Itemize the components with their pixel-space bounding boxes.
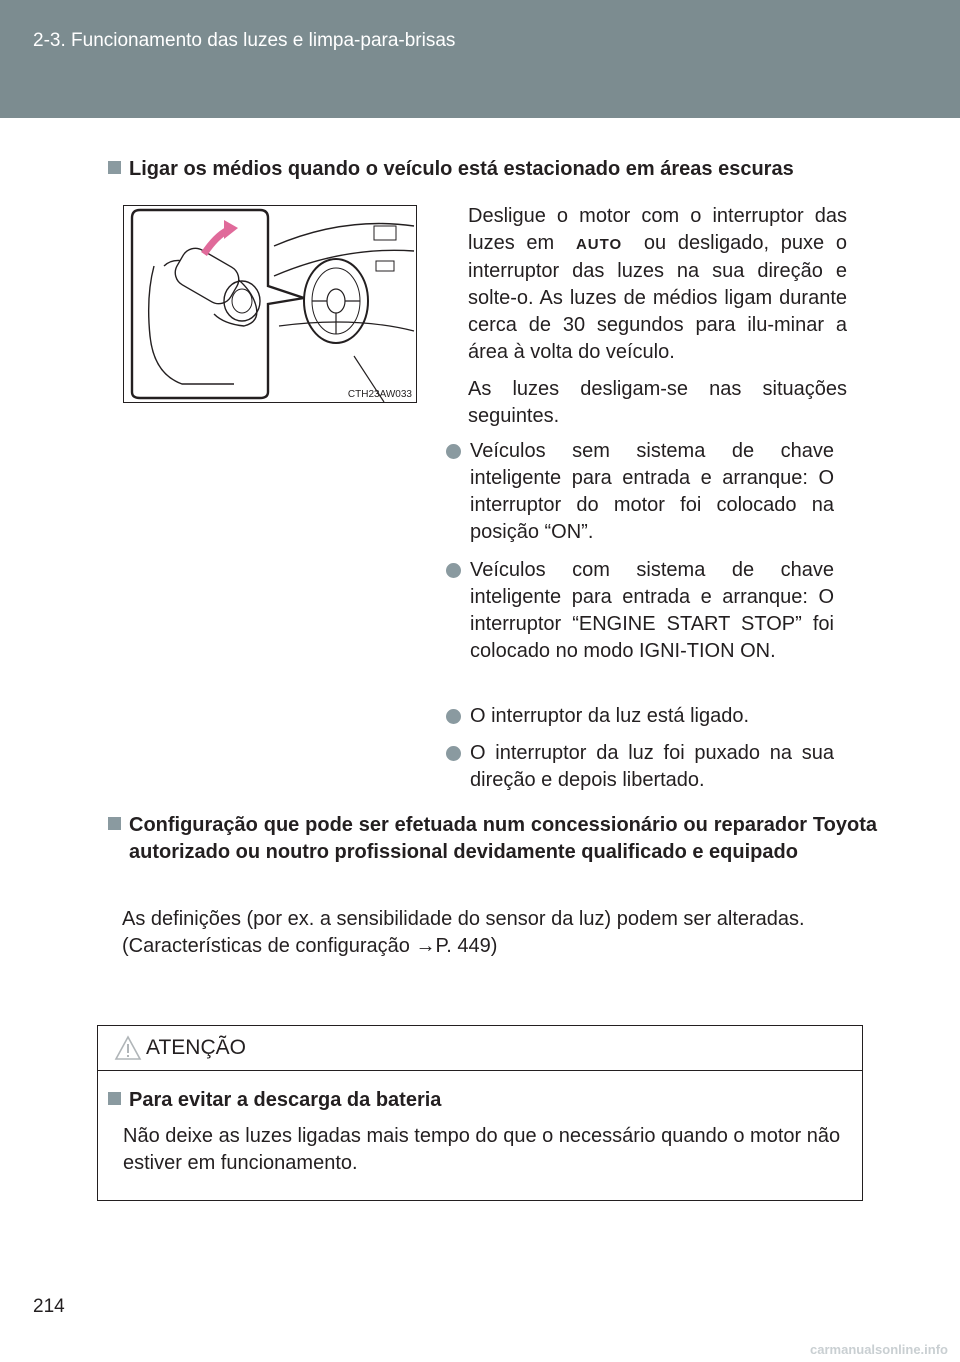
bullet-item: O interruptor da luz foi puxado na sua direção e depois libertado. — [446, 740, 834, 794]
paragraph-settings: As definições (por ex. a sensibilidade do sensor da luz) podem ser alteradas. (Características de configuração →P. 449) — [122, 906, 854, 960]
round-bullet-icon — [446, 444, 461, 459]
warning-header — [98, 1026, 862, 1071]
bullet-item: O interruptor da luz está ligado. — [446, 703, 834, 730]
auto-position-label: AUTO — [575, 236, 623, 253]
page-header — [0, 0, 960, 118]
round-bullet-icon — [446, 563, 461, 578]
warning-heading: Para evitar a descarga da bateria — [108, 1087, 848, 1114]
warning-text: Não deixe as luzes ligadas mais tempo do que o necessário quando o motor não estiver em funcionamento. — [123, 1125, 841, 1174]
round-bullet-icon — [446, 746, 461, 761]
paragraph-instructions: Desligue o motor com o interruptor das luzes em AUTO ou desligado, puxe o interruptor das luzes na sua direção e solte-o. As luzes de médios ligam durante cerca de 30 segundos para ilu-minar a área à volta do veículo. — [468, 205, 848, 363]
warning-triangle-icon — [114, 1035, 142, 1061]
warning-box — [97, 1025, 863, 1201]
chapter-title: 2-3. Funcionamento das luzes e limpa-para-brisas — [33, 30, 456, 51]
figure-light-switch — [123, 205, 417, 403]
section-heading-parking-lights: Ligar os médios quando o veículo está estacionado em áreas escuras — [108, 156, 868, 183]
page-number: 214 — [33, 1296, 65, 1317]
square-bullet-icon — [108, 161, 121, 174]
section-heading-configuration: Configuração que pode ser efetuada num concessionário ou reparador Toyota autorizado ou noutro profissional devidamente qualificado e equipado — [108, 812, 877, 866]
bullet-item: Veículos sem sistema de chave inteligente para entrada e arranque: O interruptor do motor foi colocado na posição “ON”. — [446, 438, 834, 546]
footer-watermark: carmanualsonline.info — [810, 1342, 948, 1357]
square-bullet-icon — [108, 817, 121, 830]
illustration-headlight-switch — [124, 206, 416, 402]
bullet-item: Veículos com sistema de chave inteligente para entrada e arranque: O interruptor “ENGINE START STOP” foi colocado no modo IGNI-TION ON. — [446, 557, 834, 665]
warning-title: ATENÇÃO — [146, 1036, 246, 1059]
reference-line: (Características de configuração →P. 449) — [122, 935, 498, 957]
arrow-right-icon: → — [415, 935, 436, 957]
paragraph-lights-off: As luzes desligam-se nas situações seguintes. — [468, 378, 847, 427]
square-bullet-icon — [108, 1092, 121, 1105]
figure-code: CTH23AW033 — [347, 389, 412, 400]
round-bullet-icon — [446, 709, 461, 724]
